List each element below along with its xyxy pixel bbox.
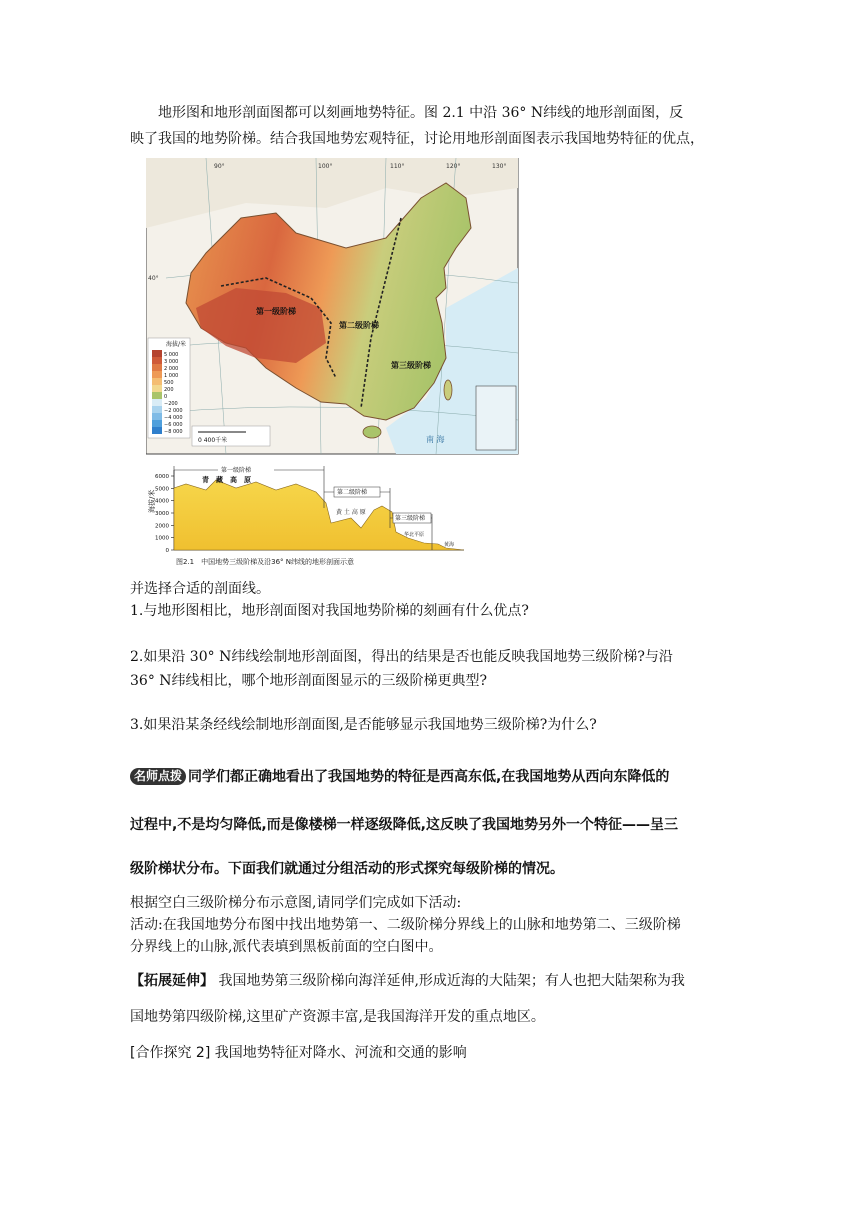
- profile-tick-label: 3000: [155, 511, 169, 517]
- legend-value: 2 000: [164, 366, 179, 372]
- extension-text-1: 我国地势第三级阶梯向海洋延伸,形成近海的大陆架；有人也把大陆架称为我: [214, 973, 685, 989]
- intro-line-1: 地形图和地形剖面图都可以刻画地势特征。图 2.1 中沿 36° N纬线的地形剖面图，反: [158, 105, 684, 121]
- legend-value: 500: [164, 380, 174, 386]
- profile-tick-label: 1000: [155, 535, 169, 542]
- map-lon-130: 130°: [492, 163, 507, 170]
- profile-tick-label: 5000: [155, 486, 169, 493]
- map-step3-label: 第三级阶梯: [391, 361, 431, 370]
- legend-swatch: [152, 350, 162, 357]
- legend-swatch: [152, 392, 162, 399]
- legend-swatch: [152, 420, 162, 427]
- legend-swatch: [152, 364, 162, 371]
- profile-step3-label: 第三级阶梯: [395, 515, 426, 522]
- figure-2-1: [146, 158, 520, 568]
- legend-swatch: [152, 427, 162, 434]
- legend-value: −200: [164, 401, 178, 407]
- legend-value: −4 000: [164, 415, 183, 421]
- map-lon-110: 110°: [390, 163, 405, 170]
- question-3: 3.如果沿某条经线绘制地形剖面图,是否能够显示我国地势三级阶梯?为什么?: [130, 717, 597, 733]
- legend-value: 3 000: [164, 359, 179, 365]
- extension-label: 【拓展延伸】: [130, 973, 214, 989]
- teacher-tip-line-2: 过程中,不是均匀降低,而是像楼梯一样逐级降低,这反映了我国地势另外一个特征——呈三: [130, 817, 678, 833]
- profile-plateau2: 黄 土 高 原: [336, 509, 366, 516]
- legend-swatch: [152, 357, 162, 364]
- activity-line-3: 分界线上的山脉,派代表填到黑板前面的空白图中。: [130, 939, 443, 955]
- legend-value: −6 000: [164, 422, 183, 428]
- coop-text: 我国地势特征对降水、河流和交通的影响: [210, 1045, 467, 1061]
- map-scale-bar: [192, 426, 270, 446]
- map-south-sea-label: 南 海: [426, 435, 445, 444]
- profile-plain: 华北平原: [404, 532, 425, 538]
- legend-value: −2 000: [164, 408, 183, 414]
- profile-step2-label: 第二级阶梯: [337, 489, 368, 496]
- legend-value: −8 000: [164, 429, 183, 435]
- scale-label: 0 400千米: [198, 437, 228, 444]
- profile-tick-label: 2000: [155, 523, 169, 530]
- teacher-tip-text-1: 同学们都正确地看出了我国地势的特征是西高东低,在我国地势从西向东降低的: [188, 769, 670, 785]
- profile-tick-label: 6000: [155, 474, 169, 480]
- extension-line-2: 国地势第四级阶梯,这里矿产资源丰富,是我国海洋开发的重点地区。: [130, 1009, 545, 1025]
- intro-line-2: 映了我国的地势阶梯。结合我国地势宏观特征，讨论用地形剖面图表示我国地势特征的优点，: [130, 131, 704, 147]
- legend-swatch: [152, 385, 162, 392]
- legend-swatch: [152, 399, 162, 406]
- legend-swatch: [152, 371, 162, 378]
- map-legend: [148, 338, 190, 438]
- legend-value: 200: [164, 387, 174, 393]
- map-lon-90: 90°: [214, 163, 225, 170]
- map-lat-40: 40°: [148, 275, 159, 282]
- activity-line-2: 活动:在我国地势分布图中找出地势第一、二级阶梯分界线上的山脉和地势第二、三级阶梯: [130, 917, 681, 933]
- question-2-line-2: 36° N纬线相比，哪个地形剖面图显示的三级阶梯更典型?: [130, 673, 488, 689]
- profile-step1-label: 第一级阶梯: [221, 467, 252, 474]
- legend-value: 0: [164, 394, 168, 400]
- coop-label: [合作探究 2]: [130, 1045, 211, 1061]
- activity-line-1: 根据空白三级阶梯分布示意图,请同学们完成如下活动:: [130, 895, 462, 911]
- terrain-map: [146, 158, 518, 454]
- teacher-tip-badge: 名师点拨: [130, 768, 186, 785]
- teacher-tip-line-3: 级阶梯状分布。下面我们就通过分组活动的形式探究每级阶梯的情况。: [130, 861, 564, 877]
- map-lon-120: 120°: [446, 163, 461, 170]
- legend-value: 1 000: [164, 373, 179, 379]
- legend-swatch: [152, 406, 162, 413]
- profile-tick-label: 0: [165, 548, 169, 554]
- profile-tick-label: 4000: [155, 498, 169, 505]
- extension-line-1: [130, 970, 730, 992]
- question-2-line-1: 2.如果沿 30° N纬线绘制地形剖面图，得出的结果是否也能反映我国地势三级阶梯?与沿: [130, 649, 673, 665]
- coop-inquiry-heading: [130, 1042, 730, 1064]
- legend-value: 5 000: [164, 352, 179, 358]
- teacher-tip-line-1: [130, 766, 730, 788]
- legend-title: 海拔/米: [166, 341, 187, 348]
- map-step1-label: 第一级阶梯: [256, 307, 296, 316]
- terrain-figure: [146, 158, 520, 568]
- questions-lead: 并选择合适的剖面线。: [130, 581, 270, 597]
- south-sea-inset: [476, 386, 516, 450]
- legend-swatch: [152, 378, 162, 385]
- map-lon-100: 100°: [318, 163, 333, 170]
- profile-sea: 黄海: [444, 542, 455, 548]
- question-1: 1.与地形图相比，地形剖面图对我国地势阶梯的刻画有什么优点?: [130, 603, 529, 619]
- profile-ylabel: 海拔/米: [148, 489, 156, 513]
- legend-swatch: [152, 413, 162, 420]
- profile-plateau1: 青 藏 高 原: [202, 476, 251, 484]
- map-step2-label: 第二级阶梯: [339, 321, 379, 330]
- figure-caption: 图2.1 中国地势三级阶梯及沿36° N纬线的地形剖面示意: [176, 558, 355, 566]
- terrain-profile: [147, 464, 464, 566]
